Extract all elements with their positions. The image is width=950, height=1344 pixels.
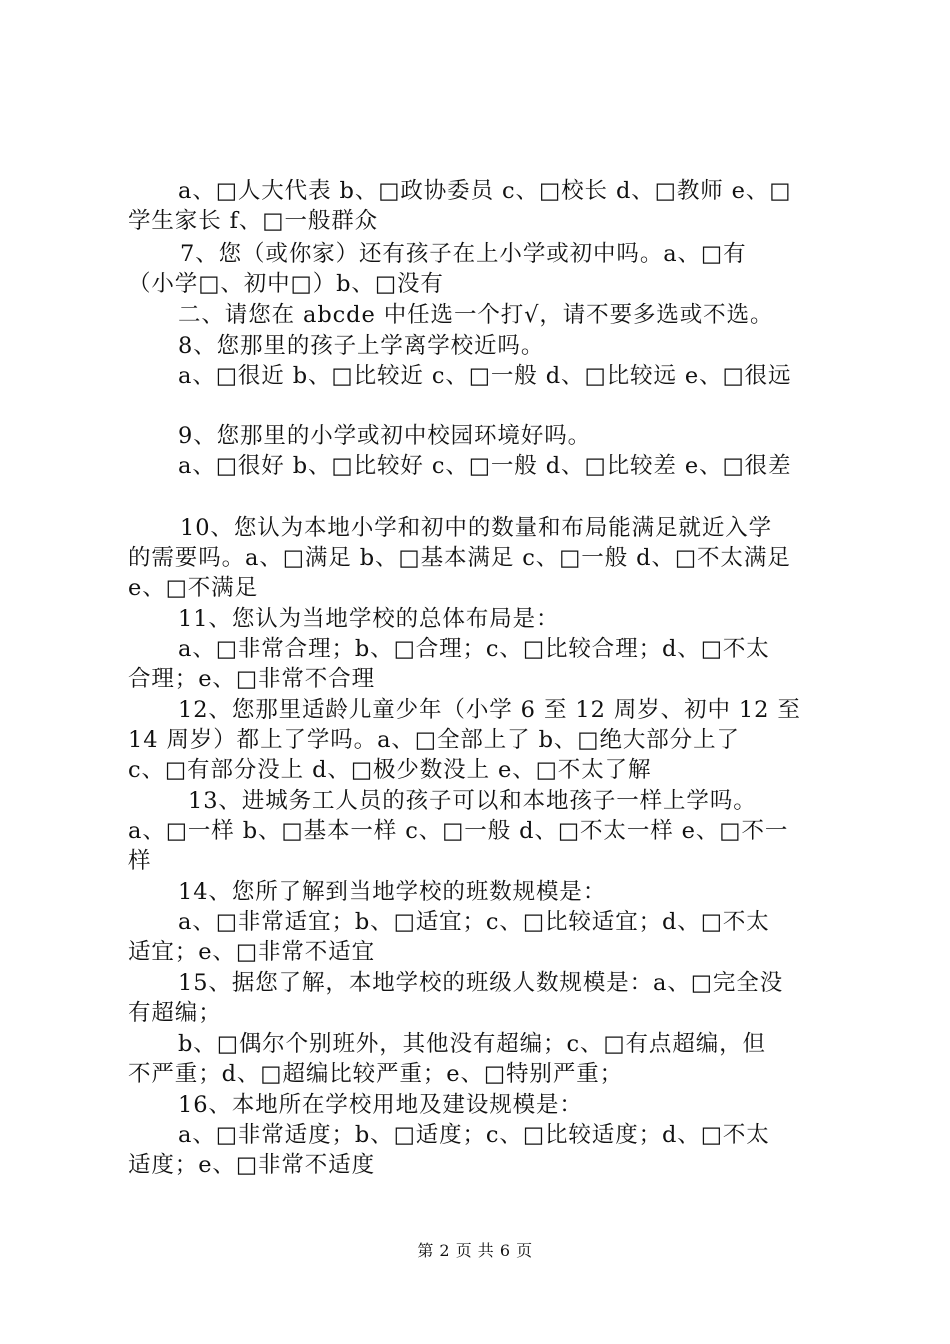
text-line: [0, 176, 950, 206]
line-text: a、□一样 b、□基本一样 c、□一般 d、□不太一样 e、□不一: [128, 818, 789, 844]
line-text: 不严重；d、□超编比较严重；e、□特别严重；: [128, 1061, 624, 1087]
options-line: [0, 907, 950, 937]
line-text: 14、您所了解到当地学校的班数规模是：: [178, 879, 607, 905]
question-line: [0, 513, 950, 543]
text-line: [0, 239, 950, 269]
text-line: [0, 1150, 950, 1180]
text-line: [0, 755, 950, 785]
question-line: [0, 604, 950, 634]
text-line: [0, 816, 950, 846]
text-line: [0, 206, 950, 236]
line-text: c、□有部分没上 d、□极少数没上 e、□不太了解: [128, 757, 652, 783]
line-text: 10、您认为本地小学和初中的数量和布局能满足就近入学: [180, 515, 773, 541]
line-text: a、□很近 b、□比较近 c、□一般 d、□比较远 e、□很远: [178, 363, 792, 389]
options-line: [0, 634, 950, 664]
line-text: 12、您那里适龄儿童少年（小学 6 至 12 周岁、初中 12 至: [178, 697, 801, 723]
line-text: 11、您认为当地学校的总体布局是：: [178, 606, 560, 632]
line-text: 8、您那里的孩子上学离学校近吗。: [178, 333, 545, 359]
text-line: [0, 998, 950, 1028]
line-text: 合理；e、□非常不合理: [128, 666, 375, 692]
line-text: e、□不满足: [128, 575, 258, 601]
question-line: [0, 968, 950, 998]
question-line: [0, 786, 950, 816]
options-line: [0, 1029, 950, 1059]
text-line: [0, 1059, 950, 1089]
page-footer: 第 2 页 共 6 页: [417, 1241, 533, 1260]
question-line: [0, 421, 950, 451]
line-text: 二、请您在 abcde 中任选一个打√，请不要多选或不选。: [178, 302, 774, 328]
line-text: 13、进城务工人员的孩子可以和本地孩子一样上学吗。: [188, 788, 757, 814]
line-text: 学生家长 f、□一般群众: [128, 208, 379, 234]
options-line: [0, 1120, 950, 1150]
question-line: [0, 331, 950, 361]
line-text: 14 周岁）都上了学吗。a、□全部上了 b、□绝大部分上了: [128, 727, 740, 753]
options-line: [0, 361, 950, 391]
line-text: 有超编；: [128, 1000, 222, 1026]
options-line: [0, 451, 950, 481]
question-line: [0, 877, 950, 907]
text-line: [0, 664, 950, 694]
line-text: 9、您那里的小学或初中校园环境好吗。: [178, 423, 592, 449]
text-line: [0, 846, 950, 876]
line-text: a、□人大代表 b、□政协委员 c、□校长 d、□教师 e、□: [178, 178, 792, 204]
line-text: 样: [128, 848, 152, 874]
question-line: [0, 1090, 950, 1120]
text-line: [0, 725, 950, 755]
text-line: [0, 543, 950, 573]
line-text: a、□非常适宜；b、□适宜；c、□比较适宜；d、□不太: [178, 909, 770, 935]
line-text: b、□偶尔个别班外，其他没有超编；c、□有点超编，但: [178, 1031, 766, 1057]
section-heading: [0, 300, 950, 330]
text-line: [0, 937, 950, 967]
line-text: 的需要吗。a、□满足 b、□基本满足 c、□一般 d、□不太满足: [128, 545, 791, 571]
line-text: a、□很好 b、□比较好 c、□一般 d、□比较差 e、□很差: [178, 453, 792, 479]
line-text: 15、据您了解，本地学校的班级人数规模是：a、□完全没: [178, 970, 784, 996]
question-line: [0, 695, 950, 725]
text-line: [0, 269, 950, 299]
line-text: 适度；e、□非常不适度: [128, 1152, 375, 1178]
line-text: a、□非常适度；b、□适度；c、□比较适度；d、□不太: [178, 1122, 770, 1148]
line-text: 适宜；e、□非常不适宜: [128, 939, 375, 965]
line-text: （小学□、初中□）b、□没有: [128, 271, 444, 297]
line-text: 7、您（或你家）还有孩子在上小学或初中吗。a、□有: [180, 241, 747, 267]
line-text: 16、本地所在学校用地及建设规模是：: [178, 1092, 583, 1118]
line-text: a、□非常合理；b、□合理；c、□比较合理；d、□不太: [178, 636, 770, 662]
text-line: [0, 573, 950, 603]
